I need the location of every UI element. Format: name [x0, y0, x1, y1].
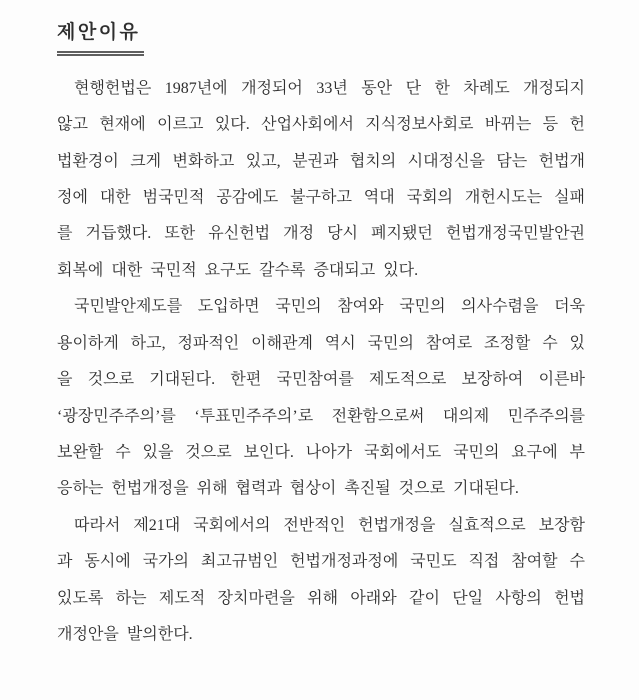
text-line: 법환경이 크게 변화하고 있고, 분권과 협치의 시대정신을 담는 헌법개 [57, 152, 585, 170]
text-line: 보완할 수 있을 것으로 보인다. 나아가 국회에서도 국민의 요구에 부 [57, 444, 585, 462]
text-line: 용이하게 하고, 정파적인 이해관계 역시 국민의 참여로 조정할 수 있 [57, 334, 585, 352]
text-line: 따라서 제21대 국회에서의 전반적인 헌법개정을 실효적으로 보장함 [74, 516, 585, 534]
text-line: 않고 현재에 이르고 있다. 산업사회에서 지식정보사회로 바뀌는 등 헌 [57, 116, 585, 134]
text-line: 정에 대한 범국민적 공감에도 불구하고 역대 국회의 개헌시도는 실패 [57, 188, 585, 206]
text-line: 개정안을 발의한다. [57, 626, 193, 644]
text-line: 를 거듭했다. 또한 유신헌법 개정 당시 폐지됐던 헌법개정국민발안권 [57, 225, 585, 243]
text-line: 있도록 하는 제도적 장치마련을 위해 아래와 같이 단일 사항의 헌법 [57, 589, 585, 607]
document-body [57, 71, 585, 654]
text-line: 응하는 헌법개정을 위해 협력과 협상이 촉진될 것으로 기대된다. [57, 480, 519, 498]
section-title: 제안이유 [57, 20, 144, 56]
text-line: 과 동시에 국가의 최고규범인 헌법개정과정에 국민도 직접 참여할 수 [57, 553, 585, 571]
text-line: 국민발안제도를 도입하면 국민의 참여와 국민의 의사수렴을 더욱 [74, 298, 585, 316]
text-line: 회복에 대한 국민적 요구도 갈수록 증대되고 있다. [57, 261, 419, 279]
text-line: 현행헌법은 1987년에 개정되어 33년 동안 단 한 차례도 개정되지 [74, 79, 585, 97]
text-line: ‘광장민주주의’를 ‘투표민주주의’로 전환함으로써 대의제 민주주의를 [57, 407, 585, 425]
text-line: 을 것으로 기대된다. 한편 국민참여를 제도적으로 보장하여 이른바 [57, 371, 585, 389]
